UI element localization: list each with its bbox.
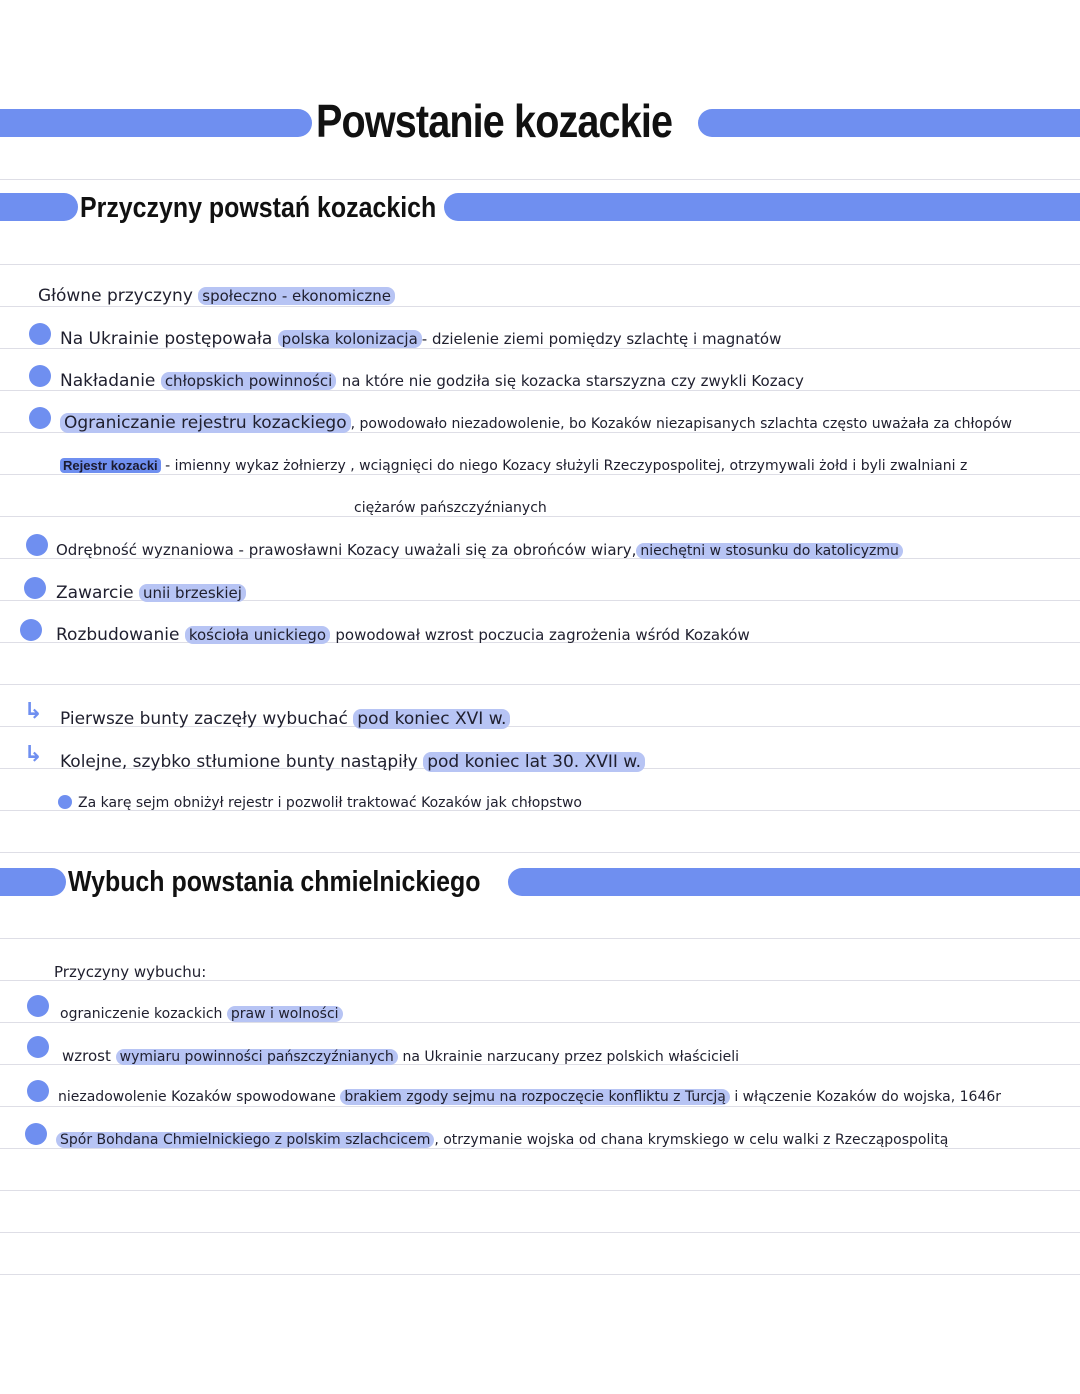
list-item: niezadowolenie Kozaków spowodowane brakiem zgody sejmu na rozpoczęcie konfliktu z Turcją i włączenie Kozaków do wojska, 1646r bbox=[58, 1089, 1002, 1105]
list-item: ograniczenie kozackich praw i wolności bbox=[60, 1006, 343, 1022]
register-note: Rejestr kozacki - imienny wykaz żołnierzy , wciągnięci do niego Kozacy służyli Rzeczypospolitej, otrzymywali żołd i byli zwalniani z bbox=[60, 458, 967, 474]
list-item: Rozbudowanie kościoła unickiego powodował wzrost poczucia zagrożenia wśród Kozaków bbox=[56, 625, 750, 645]
list-item: Na Ukrainie postępowała polska kolonizacja - dzielenie ziemi pomiędzy szlachtę i magnatów bbox=[60, 329, 782, 349]
bullet-dot bbox=[20, 619, 42, 641]
title-bar-left bbox=[0, 109, 312, 137]
bullet-dot bbox=[27, 1036, 49, 1058]
list-item: Ograniczanie rejestru kozackiego , powodowało niezadowolenie, bo Kozaków niezapisanych szlachta często uważała za chłopów bbox=[60, 413, 1012, 433]
section1-bar-left bbox=[0, 193, 78, 221]
section1-heading: Przyczyny powstań kozackich bbox=[80, 192, 437, 224]
section1-bar-right bbox=[444, 193, 1080, 221]
arrow-icon: ↳ bbox=[24, 699, 43, 724]
bullet-dot bbox=[27, 1080, 49, 1102]
register-tag: Rejestr kozacki bbox=[60, 458, 161, 473]
page-title: Powstanie kozackie bbox=[316, 95, 673, 147]
bullet-dot bbox=[26, 534, 48, 556]
list-item: Zawarcie unii brzeskiej bbox=[56, 583, 246, 603]
section2-intro: Przyczyny wybuchu: bbox=[54, 963, 207, 981]
section2-bar-left bbox=[0, 868, 66, 896]
section2-bar-right bbox=[508, 868, 1080, 896]
list-item: Odrębność wyznaniowa - prawosławni Kozacy uważali się za obrońców wiary, niechętni w stosunku do katolicyzmu bbox=[56, 541, 903, 559]
section2-heading: Wybuch powstania chmielnickiego bbox=[68, 866, 481, 898]
bullet-dot bbox=[25, 1123, 47, 1145]
bullet-dot bbox=[58, 795, 72, 809]
title-bar-right bbox=[698, 109, 1080, 137]
list-item: Nakładanie chłopskich powinności na które nie godziła się kozacka starszyzna czy zwykli Kozacy bbox=[60, 371, 804, 391]
list-item: Spór Bohdana Chmielnickiego z polskim szlachcicem , otrzymanie wojska od chana krymskiego w celu walki z Rzecząpospolitą bbox=[56, 1132, 948, 1148]
bullet-dot bbox=[27, 995, 49, 1017]
register-note-cont: ciężarów pańszczyźnianych bbox=[354, 500, 547, 516]
list-item: Za karę sejm obniżył rejestr i pozwolił traktować Kozaków jak chłopstwo bbox=[78, 795, 582, 811]
list-item: wzrost wymiaru powinności pańszczyźnianych na Ukrainie narzucany przez polskich właścicieli bbox=[62, 1047, 740, 1065]
section1-intro: Główne przyczyny społeczno - ekonomiczne bbox=[38, 286, 395, 306]
bullet-dot bbox=[29, 323, 51, 345]
bullet-dot bbox=[29, 407, 51, 429]
arrow-icon: ↳ bbox=[24, 742, 43, 767]
list-item: Pierwsze bunty zaczęły wybuchać pod koniec XVI w. bbox=[60, 709, 510, 729]
bullet-dot bbox=[24, 577, 46, 599]
bullet-dot bbox=[29, 365, 51, 387]
list-item: Kolejne, szybko stłumione bunty nastąpiły pod koniec lat 30. XVII w. bbox=[60, 752, 645, 772]
